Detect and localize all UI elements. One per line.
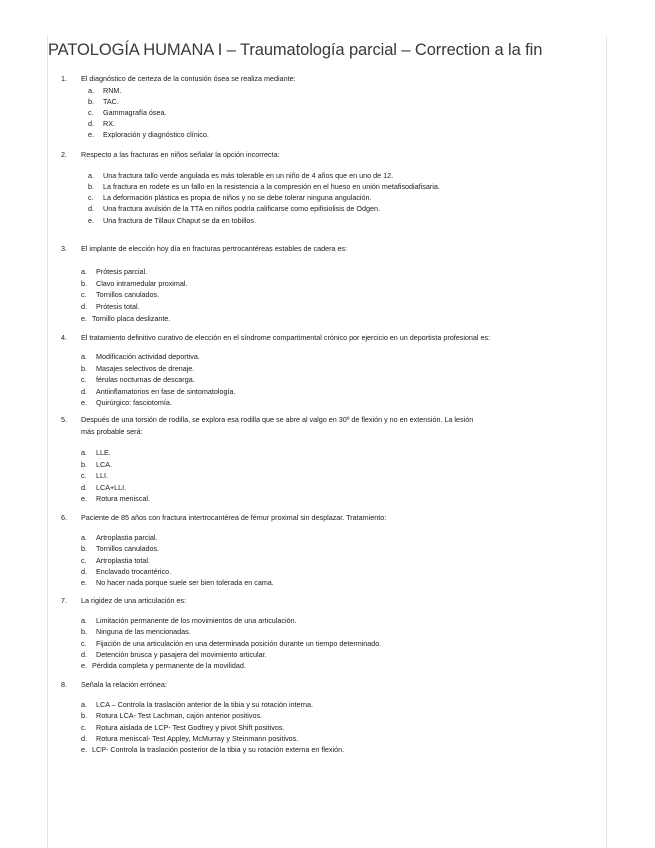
option-letter: a.: [88, 171, 94, 180]
option-text: Clavo intramedular proximal.: [96, 279, 188, 288]
option-letter: d.: [88, 204, 94, 213]
question-text: El implante de elección hoy día en fracturas pertrocantéreas estables de cadera es:: [81, 244, 348, 253]
option-text: Rotura meniscal.: [96, 494, 150, 503]
option-letter: a.: [81, 267, 87, 276]
option-letter: d.: [81, 650, 87, 659]
question-number: 4.: [61, 333, 67, 342]
option-text: férulas nocturnas de descarga.: [96, 375, 195, 384]
option-letter: b.: [81, 711, 87, 720]
question-text: El diagnóstico de certeza de la contusión ósea se realiza mediante:: [81, 74, 296, 83]
question-number: 7.: [61, 596, 67, 605]
option-letter: e.: [81, 494, 87, 503]
option-text: Rotura aislada de LCP- Test Godfrey y pivot Shift positivos.: [96, 723, 285, 732]
option-text: No hacer nada porque suele ser bien tolerada en cama.: [96, 578, 274, 587]
option-text: Ninguna de las mencionadas.: [96, 627, 191, 636]
option-text: Una fractura avulsión de la TTA en niños podría calificarse como epifisiolisis de Odgen.: [103, 204, 380, 213]
option-text: Tornillos canulados.: [96, 290, 160, 299]
question-number: 6.: [61, 513, 67, 522]
option-letter: c.: [81, 375, 87, 384]
option-text: LCA+LLI.: [96, 483, 127, 492]
option-text: Gammagrafía ósea.: [103, 108, 167, 117]
page-title: PATOLOGÍA HUMANA I – Traumatología parcial – Correction a la fin: [48, 41, 543, 59]
question-text: Paciente de 85 años con fractura intertrocantérea de fémur proximal sin desplazar. Tratamiento:: [81, 513, 387, 522]
question-number: 3.: [61, 244, 67, 253]
option-letter: e.: [88, 216, 94, 225]
question-text: Señala la relación errónea:: [81, 680, 167, 689]
question-text: La rigidez de una articulación es:: [81, 596, 187, 605]
option-text: Rotura LCA- Test Lachman, cajón anterior positivos.: [96, 711, 263, 720]
option-letter: d.: [81, 483, 87, 492]
question-text: El tratamiento definitivo curativo de elección en el síndrome compartimental crónico por ejercicio en un deportista profesional es:: [81, 333, 491, 342]
option-text: Pérdida completa y permanente de la movilidad.: [92, 661, 246, 670]
option-text: Masajes selectivos de drenaje.: [96, 364, 195, 373]
option-text: Artroplastia total.: [96, 556, 150, 565]
option-text: Detención brusca y pasajera del movimiento articular.: [96, 650, 267, 659]
option-letter: d.: [81, 734, 87, 743]
option-letter: d.: [81, 567, 87, 576]
option-text: TAC.: [103, 97, 119, 106]
option-letter: a.: [88, 86, 94, 95]
question-text-continued: más probable será:: [81, 426, 143, 436]
option-letter: b.: [81, 544, 87, 553]
option-text: Una fractura de Tillaux Chaput se da en tobillos.: [103, 216, 257, 225]
option-letter: c.: [88, 193, 94, 202]
option-letter: c.: [81, 471, 87, 480]
option-letter: c.: [81, 556, 87, 565]
option-text: Fijación de una articulación en una determinada posición durante un tiempo determinado.: [96, 639, 382, 648]
option-letter: a.: [81, 533, 87, 542]
option-letter: d.: [81, 387, 87, 396]
option-text: Antiinflamatorios en fase de sintomatología.: [96, 387, 236, 396]
option-letter: d.: [81, 302, 87, 311]
option-letter: a.: [81, 448, 87, 457]
option-letter: c.: [88, 108, 94, 117]
option-letter: e.: [81, 398, 87, 407]
option-text: LLI.: [96, 471, 108, 480]
question-text: Respecto a las fracturas en niños señalar la opción incorrecta:: [81, 150, 280, 159]
question-number: 2.: [61, 150, 67, 159]
option-letter: a.: [81, 700, 87, 709]
option-letter: e.: [81, 661, 87, 670]
option-text: Tornillo placa deslizante.: [92, 314, 171, 323]
option-text: La fractura en rodete es un fallo en la resistencia a la compresión en el hueso en unión metafisodiafisaria.: [103, 182, 440, 191]
option-text: Quirúrgico: fasciotomía.: [96, 398, 172, 407]
option-text: Tornillos canulados.: [96, 544, 160, 553]
option-text: Prótesis total.: [96, 302, 140, 311]
option-text: LCP- Controla la traslación posterior de la tibia y su rotación externa en flexión.: [92, 745, 345, 754]
option-letter: a.: [81, 352, 87, 361]
option-text: RX.: [103, 119, 115, 128]
option-letter: e.: [81, 745, 87, 754]
option-text: Artroplastia parcial.: [96, 533, 158, 542]
option-text: Limitación permanente de los movimientos de una articulación.: [96, 616, 297, 625]
option-letter: a.: [81, 616, 87, 625]
option-letter: c.: [81, 639, 87, 648]
option-text: LLE.: [96, 448, 111, 457]
option-letter: c.: [81, 290, 87, 299]
option-text: Modificación actividad deportiva.: [96, 352, 200, 361]
option-letter: d.: [88, 119, 94, 128]
option-letter: e.: [88, 130, 94, 139]
question-number: 1.: [61, 74, 67, 83]
option-letter: b.: [88, 97, 94, 106]
option-letter: e.: [81, 314, 87, 323]
option-text: RNM.: [103, 86, 122, 95]
option-text: Una fractura tallo verde angulada es más tolerable en un niño de 4 años que en uno de 12.: [103, 171, 394, 180]
option-letter: b.: [81, 279, 87, 288]
option-text: Enclavado trocantérico.: [96, 567, 172, 576]
option-letter: e.: [81, 578, 87, 587]
option-text: LCA – Controla la traslación anterior de la tibia y su rotación interna.: [96, 700, 313, 709]
option-letter: b.: [81, 460, 87, 469]
option-text: LCA.: [96, 460, 112, 469]
option-letter: b.: [81, 364, 87, 373]
option-text: La deformación plástica es propia de niños y no se debe tolerar ninguna angulación.: [103, 193, 372, 202]
option-letter: b.: [81, 627, 87, 636]
option-letter: c.: [81, 723, 87, 732]
option-letter: b.: [88, 182, 94, 191]
question-number: 5.: [61, 415, 67, 424]
option-text: Exploración y diagnóstico clínico.: [103, 130, 209, 139]
question-text: Después de una torsión de rodilla, se explora esa rodilla que se abre al valgo en 30º de flexión y no en extensión. La lesión: [81, 415, 474, 424]
option-text: Prótesis parcial.: [96, 267, 148, 276]
question-number: 8.: [61, 680, 67, 689]
option-text: Rotura meniscal- Test Appley, McMurray y Steinmann positivos.: [96, 734, 299, 743]
